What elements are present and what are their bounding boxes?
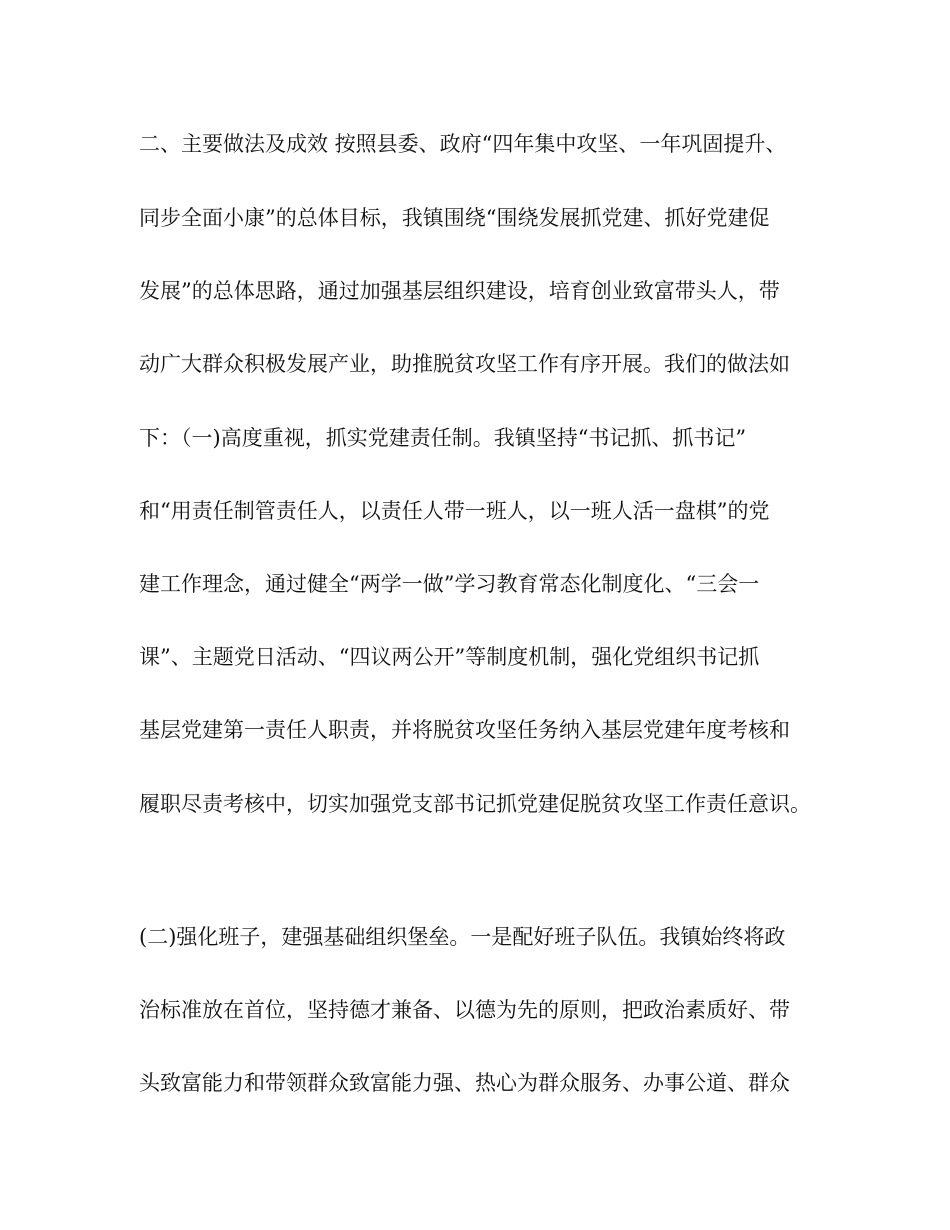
text-line: 建工作理念，通过健全“两学一做”学习教育常态化制度化、“三会一 bbox=[139, 572, 760, 596]
text-line: 下：（一)高度重视，抓实党建责任制。我镇坚持“书记抓、抓书记” bbox=[139, 426, 747, 450]
text-line: 课”、主题党日活动、“四议两公开”等制度机制，强化党组织书记抓 bbox=[139, 645, 760, 669]
text-line: 履职尽责考核中，切实加强党支部书记抓党建促脱贫攻坚工作责任意识。 bbox=[139, 792, 811, 816]
text-line: 头致富能力和带领群众致富能力强、热心为群众服务、办事公道、群众 bbox=[139, 1071, 790, 1095]
text-line: 二、主要做法及成效 按照县委、政府“四年集中攻坚、一年巩固提升、 bbox=[139, 132, 787, 156]
text-line: 发展”的总体思路，通过加强基层组织建设，培育创业致富带头人，带 bbox=[139, 279, 780, 303]
text-line: 治标准放在首位，坚持德才兼备、以德为先的原则，把政治素质好、带 bbox=[139, 998, 790, 1022]
text-line: (二)强化班子，建强基础组织堡垒。一是配好班子队伍。我镇始终将政 bbox=[139, 925, 786, 949]
text-line: 动广大群众积极发展产业，助推脱贫攻坚工作有序开展。我们的做法如 bbox=[139, 352, 790, 376]
text-line: 和“用责任制管责任人，以责任人带一班人，以一班人活一盘棋”的党 bbox=[139, 499, 770, 523]
text-line: 同步全面小康”的总体目标，我镇围绕“围绕发展抓党建、抓好党建促 bbox=[139, 206, 770, 230]
text-line: 基层党建第一责任人职责，并将脱贫攻坚任务纳入基层党建年度考核和 bbox=[139, 718, 790, 742]
